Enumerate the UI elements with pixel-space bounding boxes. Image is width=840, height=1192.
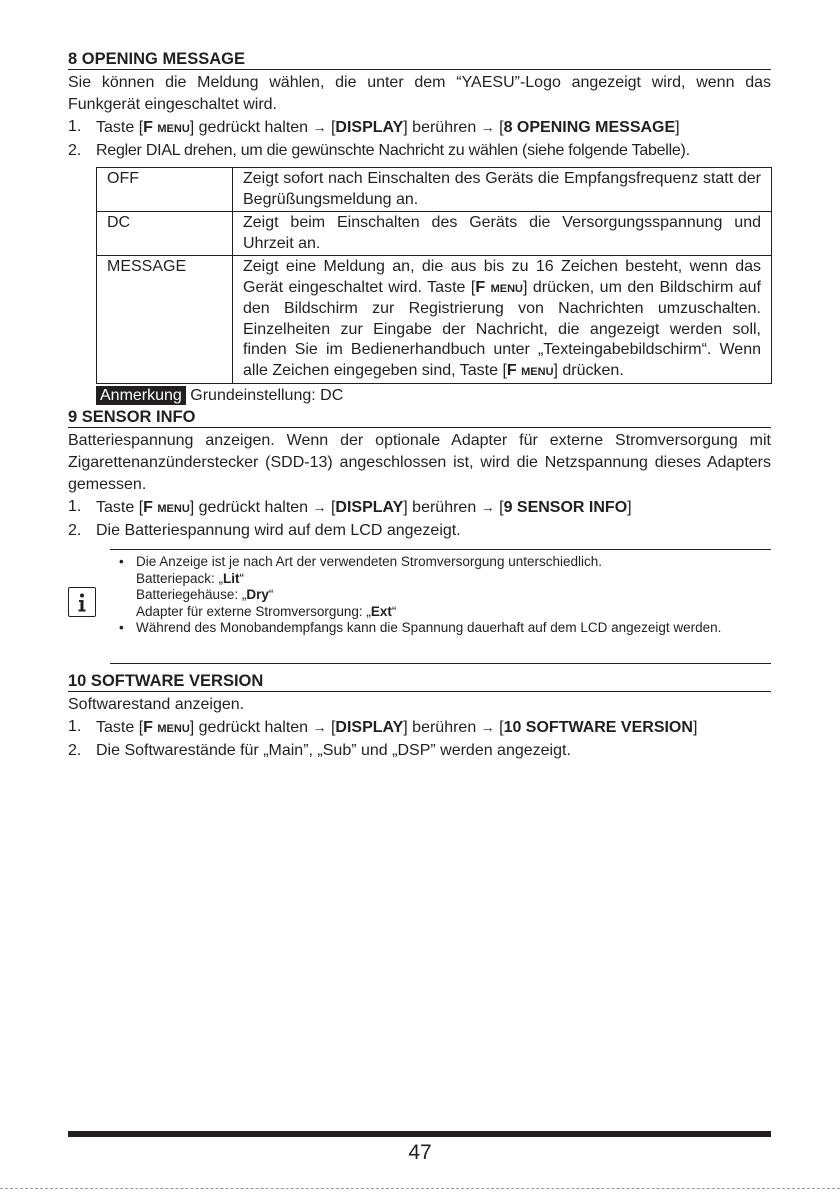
- step-list: [68, 116, 771, 162]
- info-box: [68, 549, 771, 665]
- list-item: • Die Anzeige ist je nach Art der verwendeten Stromversorgung unterschiedlich.: [119, 554, 603, 569]
- arrow-icon: →: [480, 119, 495, 135]
- arrow-icon: →: [480, 719, 495, 735]
- page-number: 47: [408, 1141, 432, 1164]
- step-item: 2. Die Softwarestände für „Main”, „Sub” und „DSP” werden angezeigt.: [68, 742, 571, 759]
- option-key: MESSAGE: [97, 256, 233, 384]
- key-menu: MENU: [157, 123, 190, 135]
- arrow-icon: →: [480, 499, 495, 515]
- arrow-icon: →: [312, 719, 327, 735]
- list-item: Batteriegehäuse: „Dry“: [136, 587, 274, 602]
- footer-rule: [68, 1131, 771, 1137]
- section-intro: Batteriespannung anzeigen. Wenn der optionale Adapter für externe Stromversorgung mit Zigarettenanzünderstecker (SDD-13) angeschlossen ist, wird die Netzspannung dieses Adapters gemessen.: [68, 432, 771, 493]
- info-list: [114, 554, 771, 637]
- crop-line: [0, 1188, 840, 1189]
- step-item: 1. Taste [F MENU] gedrückt halten → [DISPLAY] berühren → [10 SOFTWARE VERSION]: [68, 718, 698, 736]
- table-row: [97, 256, 772, 384]
- step-list: [68, 496, 771, 542]
- table-row: [97, 168, 772, 212]
- step-item: 1. Taste [F MENU] gedrückt halten → [DISPLAY] berühren → [9 SENSOR INFO]: [68, 498, 632, 516]
- menu-target: 10 SOFTWARE VERSION: [503, 719, 693, 736]
- menu-target: 9 SENSOR INFO: [503, 499, 628, 516]
- table-row: [97, 212, 772, 256]
- step-item: 2. Regler DIAL drehen, um die gewünschte Nachricht zu wählen (siehe folgende Tabelle).: [68, 142, 690, 159]
- list-item: Adapter für externe Stromversorgung: „Ext“: [136, 603, 397, 619]
- display-key: DISPLAY: [335, 119, 404, 136]
- section-intro: Softwarestand anzeigen.: [68, 696, 245, 713]
- note-line: [96, 386, 771, 406]
- note-text: Grundeinstellung: DC: [185, 387, 344, 404]
- option-key: OFF: [97, 168, 233, 212]
- note-badge: Anmerkung: [96, 386, 186, 405]
- option-desc: Zeigt beim Einschalten des Geräts die Versorgungsspannung und Uhrzeit an.: [233, 212, 772, 256]
- step-item: 1. Taste [F MENU] gedrückt halten → [DISPLAY] berühren → [8 OPENING MESSAGE]: [68, 118, 680, 136]
- option-key: DC: [97, 212, 233, 256]
- options-table: [96, 167, 772, 384]
- key-f: F: [143, 119, 153, 136]
- divider: [110, 663, 771, 664]
- list-item: Batteriepack: „Lit“: [136, 570, 245, 586]
- arrow-icon: →: [312, 119, 327, 135]
- option-desc: Zeigt sofort nach Einschalten des Geräts die Empfangsfrequenz statt der Begrüßungsmeldung an.: [233, 168, 772, 212]
- section-heading-opening-message: 8 OPENING MESSAGE: [68, 50, 771, 70]
- section-heading-software-version: 10 SOFTWARE VERSION: [68, 672, 771, 692]
- section-heading-sensor-info: 9 SENSOR INFO: [68, 408, 771, 428]
- option-desc: Zeigt eine Meldung an, die aus bis zu 16 Zeichen besteht, wenn das Gerät eingeschaltet wird. Taste [F MENU] drücken, um den Bildschirm auf den Bildschirm zur Registrierung von Nachrichten umzuschalten. Einzelheiten zur Eingabe der Nachricht, die angezeigt werden soll, finden Sie im Bedienerhandbuch unter „Texteingabebildschirm“. Wenn alle Zeichen eingegeben sind, Taste [F MENU] drücken.: [233, 256, 772, 384]
- info-icon: [68, 587, 96, 617]
- divider: [110, 549, 771, 550]
- manual-page: [68, 50, 771, 762]
- step-list: [68, 716, 771, 762]
- step-item: 2. Die Batteriespannung wird auf dem LCD angezeigt.: [68, 522, 461, 539]
- menu-target: 8 OPENING MESSAGE: [503, 119, 676, 136]
- list-item: • Während des Monobandempfangs kann die Spannung dauerhaft auf dem LCD angezeigt werden.: [119, 620, 722, 635]
- arrow-icon: →: [312, 499, 327, 515]
- section-intro: Sie können die Meldung wählen, die unter dem “YAESU”-Logo angezeigt wird, wenn das Funkgerät eingeschaltet wird.: [68, 74, 771, 113]
